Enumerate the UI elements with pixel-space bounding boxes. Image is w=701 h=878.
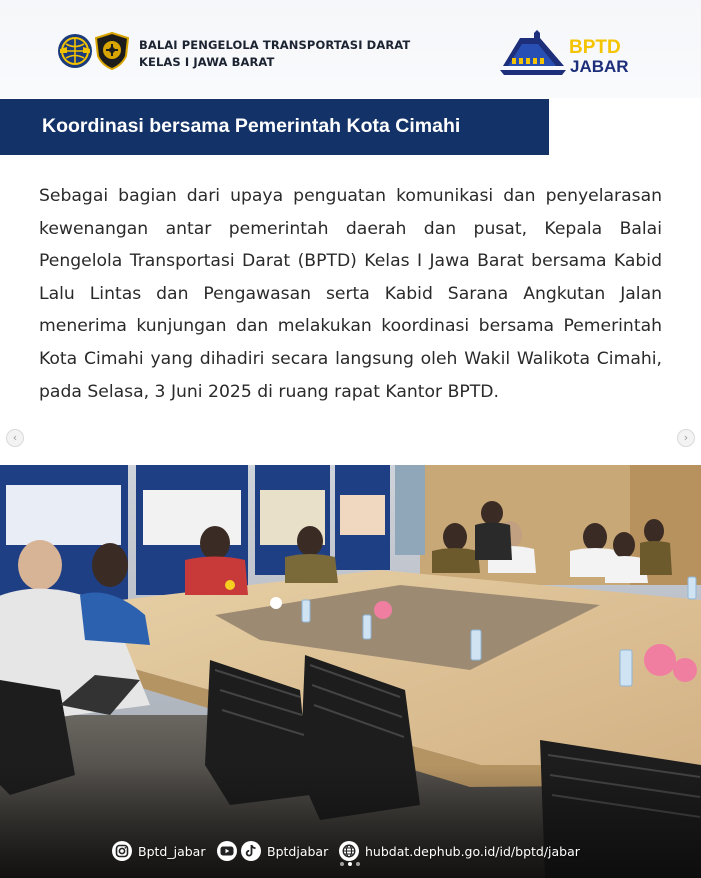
instagram-handle: Bptd_jabar [138,843,206,859]
org-name-line2: KELAS I JAWA BARAT [139,55,275,69]
carousel-prev-button[interactable] [6,429,24,447]
instagram-link[interactable] [112,840,205,862]
carousel-dot[interactable] [340,862,344,866]
meeting-photo [0,465,701,878]
carousel-indicator [340,862,360,866]
website-link[interactable] [339,840,580,862]
website-url: hubdat.dephub.go.id/id/bptd/jabar [365,843,580,859]
org-name-line1: BALAI PENGELOLA TRANSPORTASI DARAT [139,38,411,52]
carousel-next-button[interactable] [677,429,695,447]
tiktok-link[interactable] [217,840,328,862]
tiktok-icon [241,841,261,861]
bptd-jabar-logo [500,30,638,78]
brand-bottom-text: JABAR [570,57,629,76]
org-name [139,37,410,71]
title-banner [0,99,549,155]
body-paragraph: Sebagai bagian dari upaya penguatan komunikasi dan penyelarasan kewenangan antar pemerintah daerah dan pusat, Kepala Balai Pengelola Transportasi Darat (BPTD) Kelas I Jawa Barat bersama Kabid Lalu Lintas dan Pengawasan serta Kabid Sarana Angkutan Jalan menerima kunjungan dan melakukan koordinasi bersama Pemerintah Kota Cimahi yang dihadiri secara langsung oleh Wakil Walikota Cimahi, pada Selasa, 3 Juni 2025 di ruang rapat Kantor BPTD. [39,186,662,402]
tiktok-handle: Bptdjabar [267,843,329,859]
header [0,0,701,98]
ministry-emblem-icon [57,33,93,69]
dishub-shield-icon [95,32,129,70]
instagram-icon [112,841,132,861]
globe-icon [339,841,359,861]
chevron-left-icon: ‹ [12,431,18,444]
chevron-right-icon: › [683,431,689,444]
carousel-dot[interactable] [356,862,360,866]
meeting-photo-illustration [0,465,701,878]
brand-top-text: BPTD [569,37,621,58]
page-title: Koordinasi bersama Pemerintah Kota Cimahi [42,115,461,137]
youtube-icon [217,841,237,861]
carousel-dot-active[interactable] [348,862,352,866]
